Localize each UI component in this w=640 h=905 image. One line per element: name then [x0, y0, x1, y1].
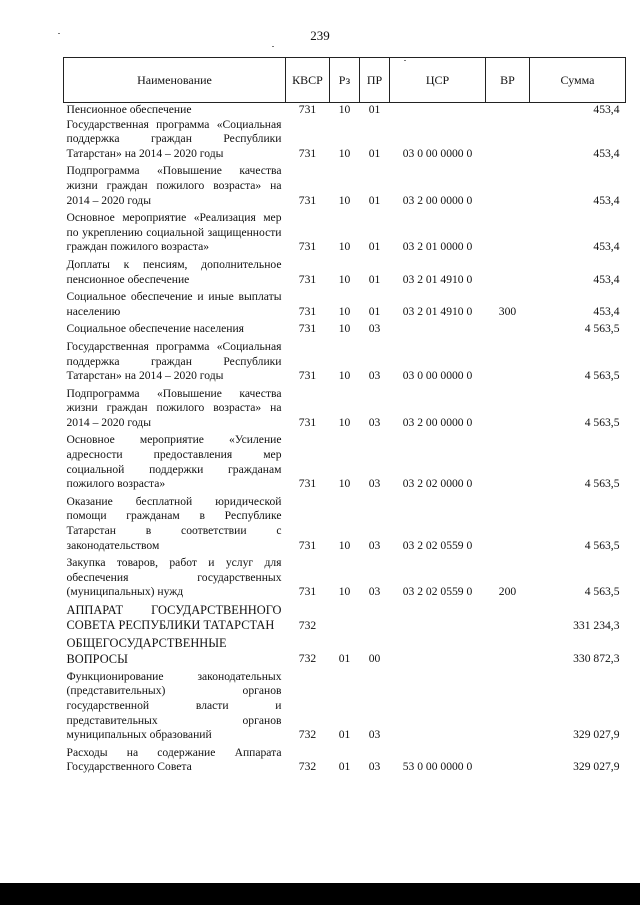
cell-pr: 03 — [368, 477, 381, 491]
scan-speck — [272, 46, 274, 47]
cell-name: Подпрограмма «Повышение качества жизни граждан пожилого возраста» на 2014 – 2020 годы — [66, 164, 282, 207]
cell-vr: 300 — [498, 304, 517, 318]
scan-speck — [58, 33, 60, 34]
scan-speck — [404, 60, 406, 61]
cell-pr — [360, 603, 390, 636]
cell-rz: 10 — [338, 322, 351, 336]
cell-rz: 10 — [338, 146, 351, 160]
cell-kvsr: 732 — [298, 652, 317, 666]
cell-csr: 03 2 01 4910 0 — [402, 304, 473, 318]
cell-vr — [486, 636, 530, 669]
cell-rz: 10 — [338, 585, 351, 599]
cell-pr: 03 — [368, 322, 381, 336]
cell-pr: 03 — [368, 585, 381, 599]
cell-name: Государственная программа «Социальная поддержка граждан Республики Татарстан» на 2014 – 2020 годы — [66, 117, 282, 160]
cell-rz: 01 — [338, 728, 351, 742]
cell-rz: 10 — [338, 272, 351, 286]
cell-csr: 03 2 01 4910 0 — [402, 272, 473, 286]
cell-name: Подпрограмма «Повышение качества жизни граждан пожилого возраста» на 2014 – 2020 годы — [66, 386, 282, 429]
cell-sum: 331 234,3 — [573, 618, 620, 632]
table-row — [64, 340, 626, 387]
cell-name: Социальное обеспечение и иные выплаты населению — [66, 290, 282, 318]
cell-kvsr: 732 — [298, 760, 317, 774]
cell-rz: 10 — [338, 240, 351, 254]
cell-pr: 03 — [368, 369, 381, 383]
cell-sum: 4 563,5 — [584, 415, 620, 429]
header-sum: Сумма — [530, 58, 626, 103]
cell-pr: 03 — [368, 538, 381, 552]
table-row — [64, 322, 626, 340]
cell-csr — [390, 636, 486, 669]
cell-csr: 03 2 02 0559 0 — [402, 585, 473, 599]
cell-sum: 4 563,5 — [584, 322, 620, 336]
cell-vr — [486, 164, 530, 211]
cell-sum: 330 872,3 — [573, 652, 620, 666]
table-row — [64, 103, 626, 118]
cell-csr: 03 2 02 0000 0 — [402, 477, 473, 491]
cell-vr — [486, 670, 530, 746]
cell-name: Основное мероприятие «Усиление адресности предоставления мер социальной поддержки гражданам пожилого возраста» — [66, 433, 282, 491]
cell-rz: 10 — [338, 369, 351, 383]
table-row — [64, 495, 626, 556]
cell-rz: 01 — [338, 652, 351, 666]
cell-vr — [486, 387, 530, 434]
cell-kvsr: 731 — [298, 304, 317, 318]
cell-vr — [486, 258, 530, 290]
table-row — [64, 258, 626, 290]
budget-table — [63, 57, 626, 778]
cell-csr: 53 0 00 0000 0 — [402, 760, 473, 774]
cell-name: Оказание бесплатной юридической помощи гражданам в Республике Татарстан в соответствии с законодательством — [66, 494, 282, 552]
cell-sum: 329 027,9 — [573, 728, 620, 742]
cell-kvsr: 731 — [298, 585, 317, 599]
cell-sum: 453,4 — [593, 103, 620, 116]
table-header-row — [64, 58, 626, 103]
cell-csr — [390, 603, 486, 636]
table-row — [64, 433, 626, 494]
cell-csr — [390, 103, 486, 118]
cell-vr — [486, 495, 530, 556]
cell-sum: 4 563,5 — [584, 585, 620, 599]
cell-pr: 01 — [368, 304, 381, 318]
cell-sum: 453,4 — [593, 272, 620, 286]
cell-name: Расходы на содержание Аппарата Государственного Совета — [66, 745, 282, 774]
cell-sum: 453,4 — [593, 240, 620, 254]
cell-kvsr: 732 — [298, 618, 317, 632]
table-row — [64, 670, 626, 746]
cell-pr: 01 — [368, 272, 381, 286]
cell-name: Функционирование законодательных (представительных) органов государственной власти и представительных органов муниципальных образований — [66, 669, 282, 742]
cell-sum: 453,4 — [593, 304, 620, 318]
cell-kvsr: 731 — [298, 477, 317, 491]
header-csr: ЦСР — [390, 58, 486, 103]
header-name: Наименование — [64, 58, 286, 103]
cell-name: Государственная программа «Социальная поддержка граждан Республики Татарстан» на 2014 – 2020 годы — [66, 339, 282, 383]
table-row — [64, 636, 626, 669]
cell-csr: 03 0 00 0000 0 — [402, 369, 473, 383]
cell-rz: 10 — [338, 477, 351, 491]
cell-vr — [486, 340, 530, 387]
cell-vr — [486, 746, 530, 778]
cell-rz: 10 — [338, 538, 351, 552]
page-number: 239 — [310, 28, 330, 43]
table-row — [64, 164, 626, 211]
cell-name: Социальное обеспечение населения — [66, 322, 245, 336]
cell-csr — [390, 322, 486, 340]
header-kvsr: КВСР — [286, 58, 330, 103]
cell-sum: 4 563,5 — [584, 538, 620, 552]
cell-rz: 01 — [338, 760, 351, 774]
cell-csr — [390, 670, 486, 746]
cell-rz — [330, 603, 360, 636]
cell-kvsr: 731 — [298, 193, 317, 207]
cell-sum: 4 563,5 — [584, 369, 620, 383]
cell-vr — [486, 211, 530, 258]
cell-kvsr: 731 — [298, 240, 317, 254]
table-row — [64, 556, 626, 603]
cell-kvsr: 731 — [298, 322, 317, 336]
cell-vr — [486, 103, 530, 118]
cell-sum: 329 027,9 — [573, 760, 620, 774]
cell-kvsr: 731 — [298, 369, 317, 383]
cell-pr: 03 — [368, 728, 381, 742]
cell-vr — [486, 118, 530, 165]
table-row — [64, 290, 626, 322]
cell-kvsr: 731 — [298, 272, 317, 286]
cell-csr: 03 2 02 0559 0 — [402, 538, 473, 552]
table-row — [64, 387, 626, 434]
cell-pr: 01 — [368, 103, 381, 116]
cell-csr: 03 2 00 0000 0 — [402, 193, 473, 207]
table-row — [64, 746, 626, 778]
header-vr: ВР — [486, 58, 530, 103]
cell-rz: 10 — [338, 103, 351, 116]
header-rz: Рз — [330, 58, 360, 103]
cell-kvsr: 731 — [298, 415, 317, 429]
cell-vr — [486, 603, 530, 636]
cell-name: Доплаты к пенсиям, дополнительное пенсионное обеспечение — [66, 257, 282, 286]
cell-kvsr: 731 — [298, 103, 317, 116]
cell-kvsr: 732 — [298, 728, 317, 742]
cell-pr: 01 — [368, 146, 381, 160]
cell-csr: 03 2 01 0000 0 — [402, 240, 473, 254]
table-body — [64, 103, 626, 778]
table-row — [64, 118, 626, 165]
cell-pr: 01 — [368, 193, 381, 207]
cell-rz: 10 — [338, 415, 351, 429]
cell-vr: 200 — [498, 585, 517, 599]
cell-rz: 10 — [338, 304, 351, 318]
cell-pr: 03 — [368, 760, 381, 774]
cell-vr — [486, 322, 530, 340]
cell-kvsr: 731 — [298, 538, 317, 552]
cell-pr: 00 — [368, 652, 381, 666]
cell-csr: 03 2 00 0000 0 — [402, 415, 473, 429]
cell-pr: 03 — [368, 415, 381, 429]
cell-name: Основное мероприятие «Реализация мер по укреплению социальной защищенности граждан пожилого возраста» — [66, 211, 282, 254]
cell-rz: 10 — [338, 193, 351, 207]
cell-name: Пенсионное обеспечение — [66, 103, 192, 116]
cell-name: АППАРАТ ГОСУДАРСТВЕННОГО СОВЕТА РЕСПУБЛИКИ ТАТАРСТАН — [66, 603, 282, 633]
cell-sum: 4 563,5 — [584, 477, 620, 491]
cell-csr: 03 0 00 0000 0 — [402, 146, 473, 160]
table-row — [64, 603, 626, 636]
header-pr: ПР — [360, 58, 390, 103]
cell-name: Закупка товаров, работ и услуг для обеспечения государственных (муниципальных) нужд — [66, 556, 282, 599]
scan-border — [0, 883, 640, 905]
cell-kvsr: 731 — [298, 146, 317, 160]
cell-sum: 453,4 — [593, 146, 620, 160]
cell-pr: 01 — [368, 240, 381, 254]
cell-vr — [486, 433, 530, 494]
table-row — [64, 211, 626, 258]
cell-name: ОБЩЕГОСУДАРСТВЕННЫЕ ВОПРОСЫ — [66, 636, 227, 666]
cell-sum: 453,4 — [593, 193, 620, 207]
